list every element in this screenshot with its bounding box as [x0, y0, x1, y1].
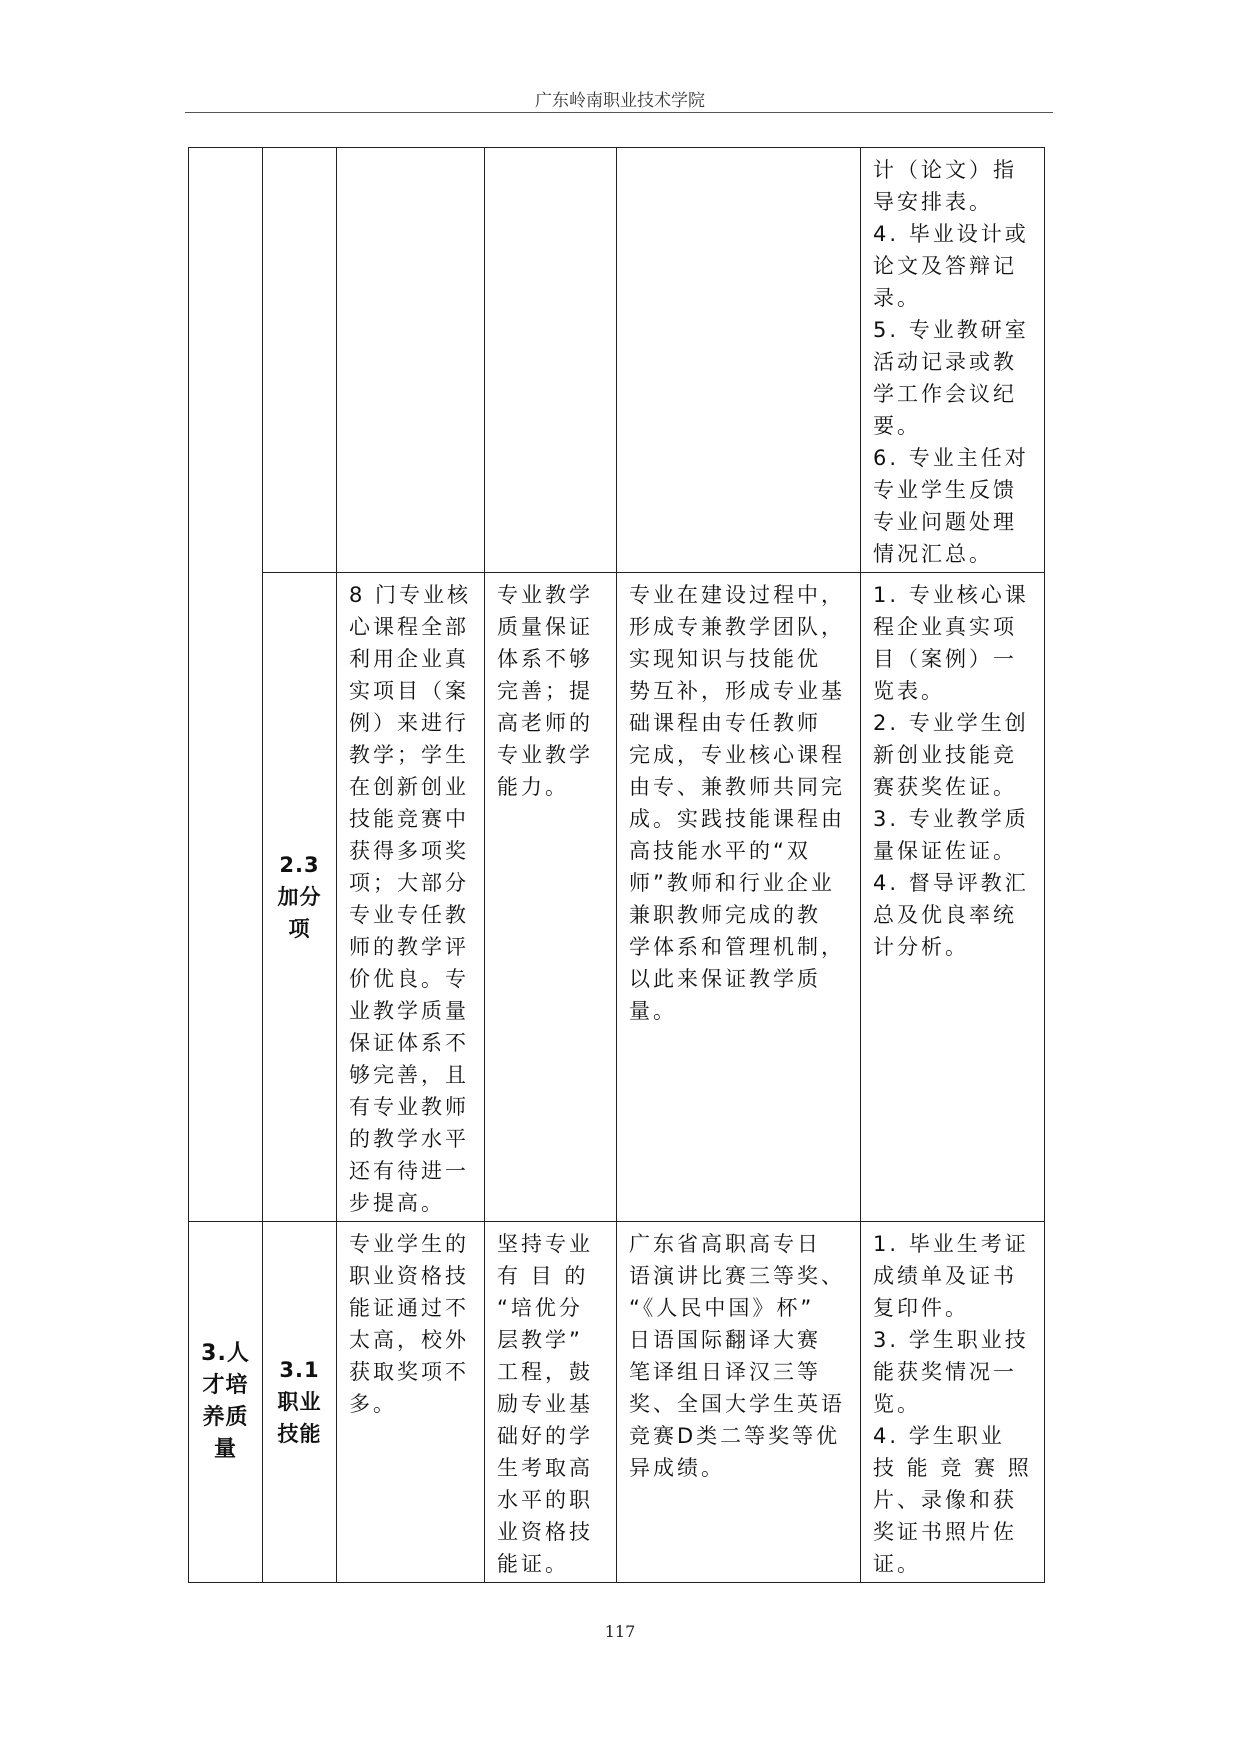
cell-text-line: 由专、兼教师共同完: [629, 775, 845, 799]
cell-text-line: 高老师的: [497, 711, 593, 735]
cell-text-line: 2.3: [279, 853, 320, 877]
cell-text-line: 3.1: [279, 1358, 320, 1382]
cell-text-line: 水平的职: [497, 1488, 593, 1512]
evidence-cell: [861, 148, 1045, 573]
evaluation-table: [188, 147, 1045, 1583]
cell-text-line: 职业: [277, 1390, 322, 1414]
cell-text-line: 赛获奖佐证。: [873, 775, 1017, 799]
cell-text-line: 专业教学: [497, 743, 593, 767]
cell-text-line: 目（案例）一: [873, 647, 1017, 671]
cell-text-line: 1. 专业核心课: [873, 583, 1029, 607]
cell-text-line: 量保证佐证。: [873, 839, 1017, 863]
cell-text-line: 笔译组日译汉三等: [629, 1360, 821, 1384]
item-cell: [263, 148, 337, 573]
cell-text-line: 览。: [873, 1392, 921, 1416]
cell-text-line: 4. 学生职业: [873, 1424, 1005, 1448]
cell-text-line: 8 门专业核: [349, 583, 472, 607]
cell-text-line: 多。: [349, 1392, 397, 1416]
cell-text-line: 获得多项奖: [349, 839, 469, 863]
problem-cell: [485, 1222, 617, 1583]
cell-text-line: 量。: [629, 999, 677, 1023]
cell-text-line: 专业学生反馈: [873, 478, 1017, 502]
cell-text-line: 能证。: [497, 1552, 569, 1576]
cell-text-line: 实现知识与技能优: [629, 647, 821, 671]
cell-text-line: 论文及答辩记: [873, 254, 1017, 278]
cell-text-line: 异成绩。: [629, 1456, 725, 1480]
cell-text-line: 学体系和管理机制，: [629, 935, 845, 959]
cell-text-line: 能证通过不: [349, 1296, 469, 1320]
measure-cell: [617, 148, 861, 573]
cell-text-line: 获取奖项不: [349, 1360, 469, 1384]
status-cell: [337, 573, 485, 1222]
cell-text-line: 以此来保证教学质: [629, 967, 821, 991]
category-cell: [189, 148, 263, 1222]
cell-text-line: 势互补，形成专业基: [629, 679, 845, 703]
cell-text-line: 学工作会议纪: [873, 382, 1017, 406]
cell-text-line: 专业问题处理: [873, 510, 1017, 534]
cell-text-line: 计（论文）指: [873, 158, 1017, 182]
cell-text-line: 养质: [202, 1405, 249, 1430]
cell-text-line: 奖证书照片佐: [873, 1520, 1017, 1544]
cell-text-line: 教学；学生: [349, 743, 469, 767]
cell-text-line: 技能: [277, 1422, 322, 1446]
cell-text-line: 竞赛D类二等奖等优: [629, 1424, 841, 1448]
cell-text-line: 心课程全部: [349, 615, 469, 639]
cell-text-line: 才培: [202, 1373, 249, 1398]
cell-text-line: 加分: [277, 885, 322, 909]
cell-text-line: “培优分: [497, 1296, 583, 1320]
cell-text-line: 专业教学: [497, 583, 593, 607]
cell-text-line: 职业资格技: [349, 1264, 469, 1288]
cell-text-line: 项: [288, 917, 311, 941]
cell-text-line: 奖、全国大学生英语: [629, 1392, 845, 1416]
cell-text-line: 计分析。: [873, 935, 969, 959]
cell-text-line: 完善；提: [497, 679, 593, 703]
cell-text-line: 览表。: [873, 679, 945, 703]
cell-text-line: 4. 毕业设计或: [873, 222, 1029, 246]
cell-text-line: 复印件。: [873, 1296, 969, 1320]
cell-text-line: 录。: [873, 286, 921, 310]
cell-text-line: 有 目 的: [497, 1264, 589, 1288]
cell-text-line: 3.人: [201, 1341, 250, 1366]
cell-text-line: 程企业真实项: [873, 615, 1017, 639]
problem-cell: [485, 148, 617, 573]
cell-text-line: 1. 毕业生考证: [873, 1232, 1029, 1256]
cell-text-line: 3. 学生职业技: [873, 1328, 1029, 1352]
cell-text-line: 5. 专业教研室: [873, 318, 1029, 342]
cell-text-line: “《人民中国》杯”: [629, 1296, 815, 1320]
problem-cell: [485, 573, 617, 1222]
cell-text-line: 日语国际翻译大赛: [629, 1328, 821, 1352]
cell-text-line: 励专业基: [497, 1392, 593, 1416]
status-cell: [337, 148, 485, 573]
cell-text-line: 技 能 竞 赛 照: [873, 1456, 1032, 1480]
cell-text-line: 例）来进行: [349, 711, 469, 735]
cell-text-line: 2. 专业学生创: [873, 711, 1029, 735]
cell-text-line: 层教学”: [497, 1328, 583, 1352]
item-cell: [263, 573, 337, 1222]
cell-text-line: 语演讲比赛三等奖、: [629, 1264, 845, 1288]
cell-text-line: 完成，专业核心课程: [629, 743, 845, 767]
cell-text-line: 专业学生的: [349, 1232, 469, 1256]
cell-text-line: 师的教学评: [349, 935, 469, 959]
cell-text-line: 在创新创业: [349, 775, 469, 799]
table-row: [189, 573, 1045, 1222]
cell-text-line: 生考取高: [497, 1456, 593, 1480]
cell-text-line: 专业在建设过程中，: [629, 583, 845, 607]
cell-text-line: 实项目（案: [349, 679, 469, 703]
cell-text-line: 项；大部分: [349, 871, 469, 895]
cell-text-line: 质量保证: [497, 615, 593, 639]
cell-text-line: 总及优良率统: [873, 903, 1017, 927]
cell-text-line: 的教学水平: [349, 1127, 469, 1151]
cell-text-line: 价优良。专: [349, 967, 469, 991]
page-number: 117: [604, 1622, 636, 1641]
item-cell: [263, 1222, 337, 1583]
table-row: [189, 1222, 1045, 1583]
status-cell: [337, 1222, 485, 1583]
cell-text-line: 利用企业真: [349, 647, 469, 671]
cell-text-line: 础好的学: [497, 1424, 593, 1448]
page-header: 广东岭南职业技术学院: [535, 91, 705, 111]
table-row: [189, 148, 1045, 573]
header-rule: [185, 112, 1053, 113]
cell-text-line: 业资格技: [497, 1520, 593, 1544]
category-cell: [189, 1222, 263, 1583]
cell-text-line: 新创业技能竞: [873, 743, 1017, 767]
cell-text-line: 活动记录或教: [873, 350, 1017, 374]
cell-text-line: 还有待进一: [349, 1159, 469, 1183]
cell-text-line: 要。: [873, 414, 921, 438]
cell-text-line: 导安排表。: [873, 190, 993, 214]
cell-text-line: 步提高。: [349, 1191, 445, 1215]
cell-text-line: 量: [213, 1437, 237, 1462]
cell-text-line: 专业专任教: [349, 903, 469, 927]
cell-text-line: 6. 专业主任对: [873, 446, 1029, 470]
cell-text-line: 够完善，且: [349, 1063, 469, 1087]
cell-text-line: 工程，鼓: [497, 1360, 593, 1384]
cell-text-line: 情况汇总。: [873, 542, 993, 566]
cell-text-line: 太高，校外: [349, 1328, 469, 1352]
cell-text-line: 坚持专业: [497, 1232, 593, 1256]
evidence-cell: [861, 1222, 1045, 1583]
cell-text-line: 有专业教师: [349, 1095, 469, 1119]
cell-text-line: 广东省高职高专日: [629, 1232, 821, 1256]
cell-text-line: 片、录像和获: [873, 1488, 1017, 1512]
cell-text-line: 3. 专业教学质: [873, 807, 1029, 831]
measure-cell: [617, 1222, 861, 1583]
cell-text-line: 业教学质量: [349, 999, 469, 1023]
cell-text-line: 技能竞赛中: [349, 807, 469, 831]
evidence-cell: [861, 573, 1045, 1222]
cell-text-line: 师”教师和行业企业: [629, 871, 835, 895]
cell-text-line: 形成专兼教学团队，: [629, 615, 845, 639]
cell-text-line: 础课程由专任教师: [629, 711, 821, 735]
cell-text-line: 体系不够: [497, 647, 593, 671]
cell-text-line: 保证体系不: [349, 1031, 469, 1055]
cell-text-line: 高技能水平的“双: [629, 839, 811, 863]
cell-text-line: 4. 督导评教汇: [873, 871, 1029, 895]
cell-text-line: 证。: [873, 1552, 921, 1576]
cell-text-line: 成。实践技能课程由: [629, 807, 845, 831]
cell-text-line: 兼职教师完成的教: [629, 903, 821, 927]
cell-text-line: 能力。: [497, 775, 569, 799]
cell-text-line: 能获奖情况一: [873, 1360, 1017, 1384]
cell-text-line: 成绩单及证书: [873, 1264, 1017, 1288]
measure-cell: [617, 573, 861, 1222]
